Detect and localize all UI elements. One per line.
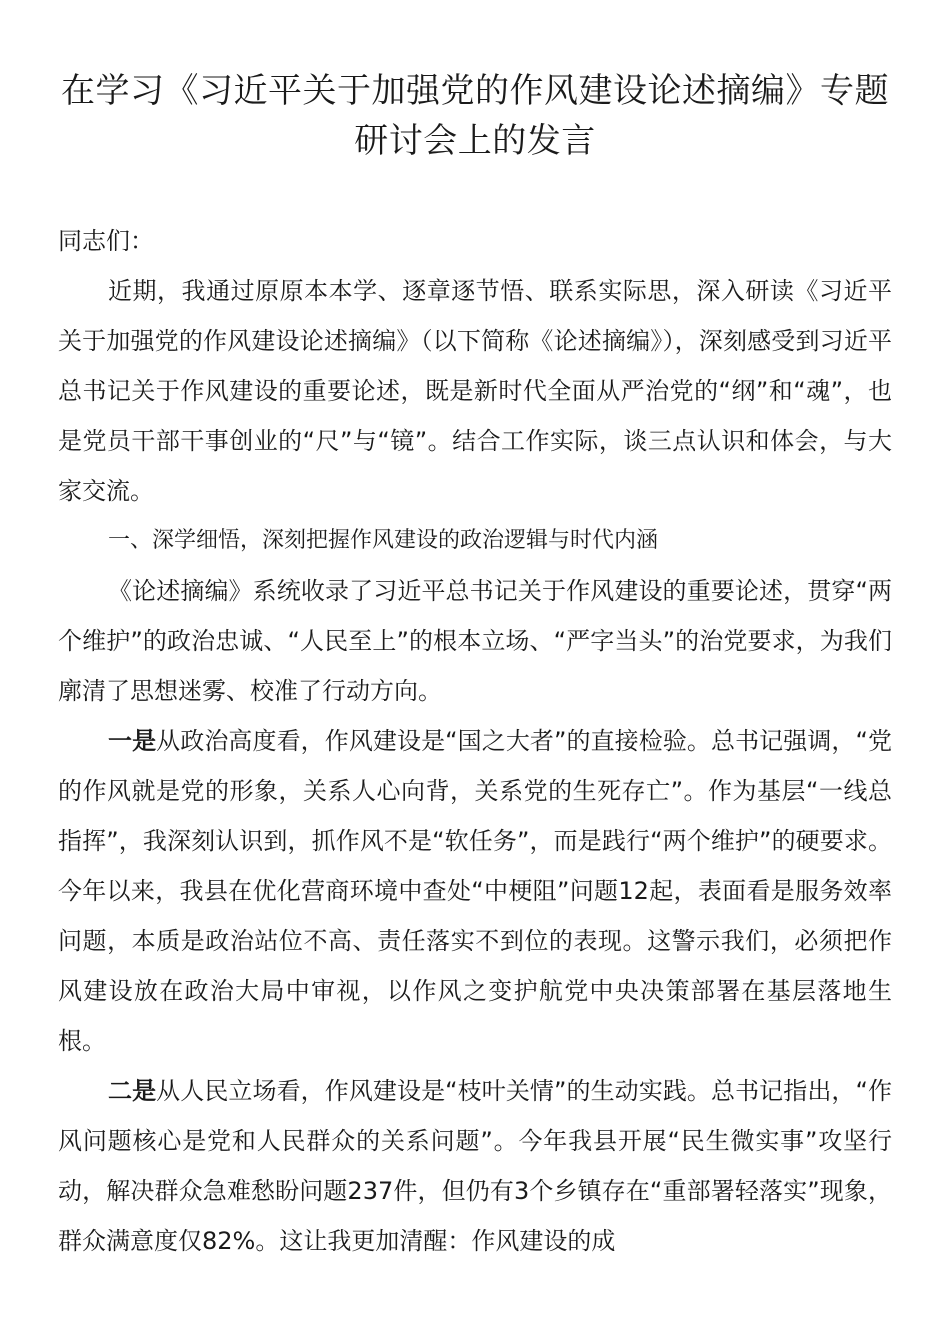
point-2-text: 从人民立场看，作风建设是“枝叶关情”的生动实践。总书记指出，“作风问题核心是党和人民群众的关系问题”。今年我县开展“民生微实事”攻坚行动，解决群众急难愁盼问题237件，但仍有3个乡镇存在“重部署轻落实”现象，群众满意度仅82%。这让我更加清醒：作风建设的成 xyxy=(58,1077,892,1255)
point-1-lead: 一是 xyxy=(108,727,157,755)
document-body xyxy=(58,216,892,1266)
point-2-paragraph xyxy=(58,1066,892,1266)
point-1-paragraph xyxy=(58,716,892,1066)
document-title: 在学习《习近平关于加强党的作风建设论述摘编》专题研讨会上的发言 xyxy=(61,71,889,161)
section-1-heading: 一、深学细悟，深刻把握作风建设的政治逻辑与时代内涵 xyxy=(108,528,659,553)
salutation: 同志们： xyxy=(58,227,154,255)
point-2-lead: 二是 xyxy=(108,1077,157,1105)
point-1-text: 从政治高度看，作风建设是“国之大者”的直接检验。总书记强调，“党的作风就是党的形象，关系人心向背，关系党的生死存亡”。作为基层“一线总指挥”，我深刻认识到，抓作风不是“软任务”，而是践行“两个维护”的硬要求。今年以来，我县在优化营商环境中查处“中梗阻”问题12起，表面看是服务效率问题，本质是政治站位不高、责任落实不到位的表现。这警示我们，必须把作风建设放在政治大局中审视，以作风之变护航党中央决策部署在基层落地生根。 xyxy=(58,727,892,1055)
intro-paragraph: 近期，我通过原原本本学、逐章逐节悟、联系实际思，深入研读《习近平关于加强党的作风建设论述摘编》（以下简称《论述摘编》），深刻感受到习近平总书记关于作风建设的重要论述，既是新时代全面从严治党的“纲”和“魂”，也是党员干部干事创业的“尺”与“镜”。结合工作实际，谈三点认识和体会，与大家交流。 xyxy=(58,277,892,505)
section-1-body: 《论述摘编》系统收录了习近平总书记关于作风建设的重要论述，贯穿“两个维护”的政治忠诚、“人民至上”的根本立场、“严字当头”的治党要求，为我们廓清了思想迷雾、校准了行动方向。 xyxy=(58,577,892,705)
